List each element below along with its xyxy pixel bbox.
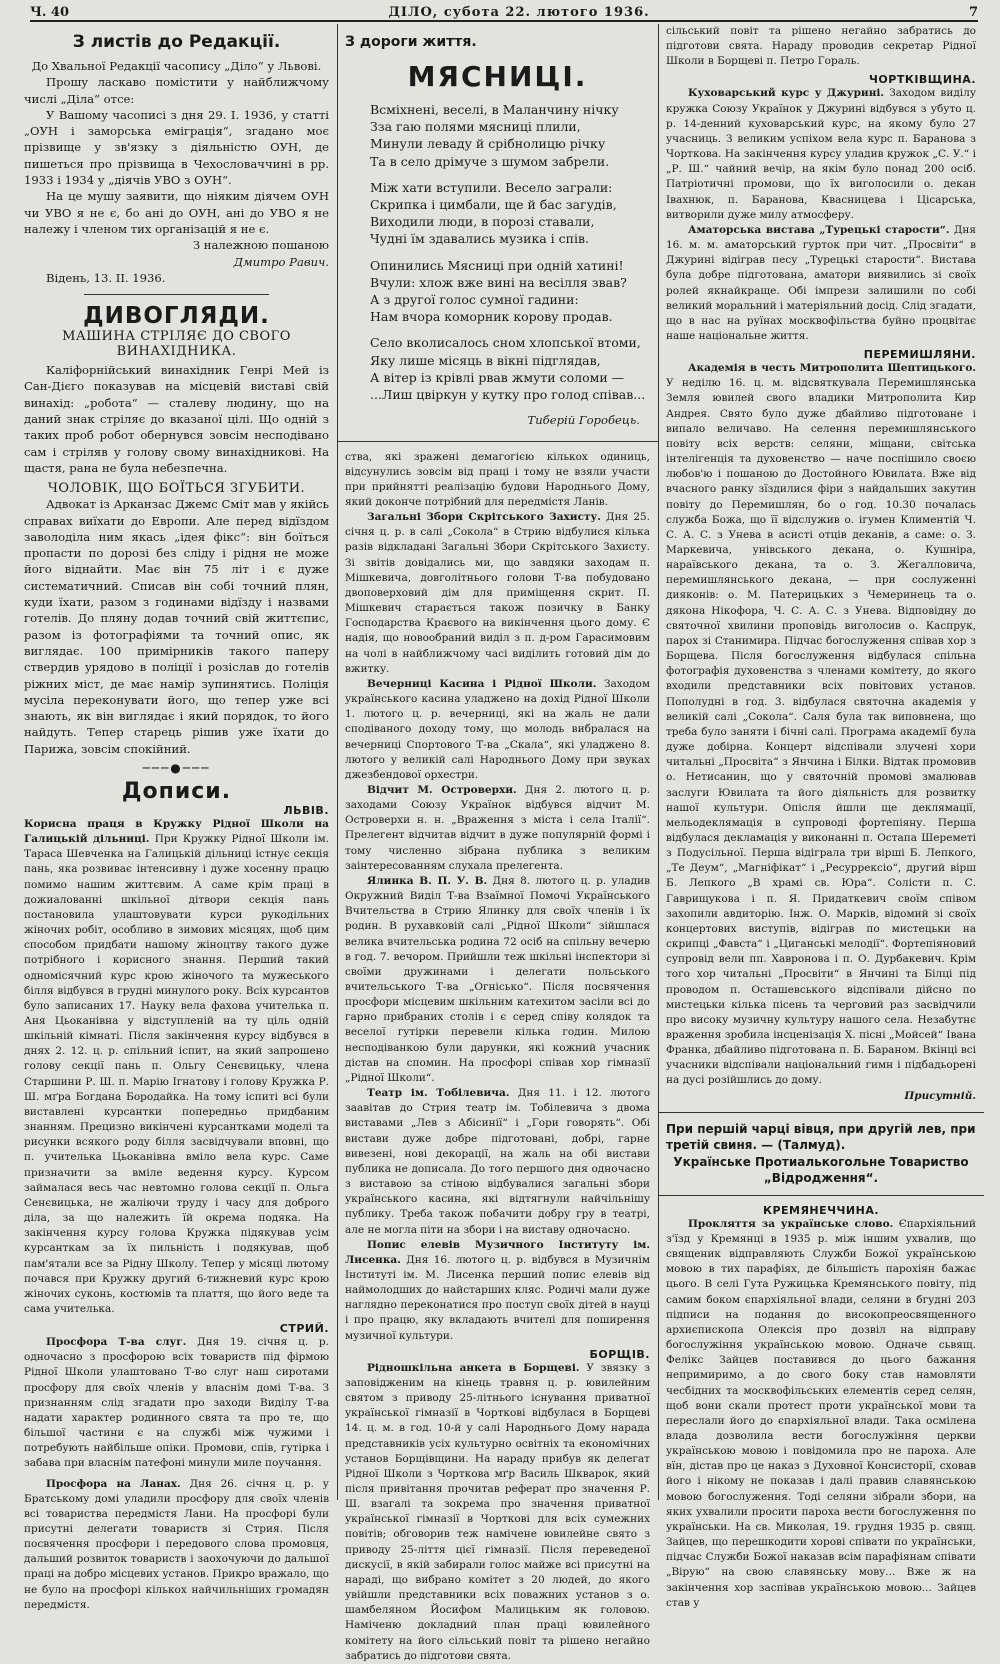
borshchiv-tag: БОРЩІВ. xyxy=(589,1347,650,1361)
column-divider-1 xyxy=(337,24,338,1500)
poem-line: А з другої голос сумної гадини: xyxy=(370,292,579,308)
lviv-text: При Кружку Рідної Школи ім. Тараса Шевченка на Галицькій дільниці істнує секція пань, яка розвиває інтенсивну і дуже хосенну працю помимо нашим життєвим. А саме крім праці в дожиалованні шкільної дітвори секція пань постановила улаштовувати курси рукодільних жіночих робіт, особливо в зимових місяцях, щоб цим способом придбати нашому жіноцтву такого дуже потрібного і корисного знання. Перший такий одномісячний курс крою жіночого та мужеського білля відбувся в грудні минулого року. Всіх курсантов було записаних 17. Науку вела фахова учителька п. Аня Цьоканівна у відступленій на ту ціль одній шкільній кімнаті. Після закінчення курсу відбувся в днях 2. 12. ц. р. спільний іспит, на який запрошено голову секції пань п. Ольгу Сенєвицьку, члена Старшини Р. Ш. п. Марію Ігнатову і голову Кружка Р. Ш. мґра Богдана Бородайка. На тому іспиті всі були виставлені курсантки попередньо придбаним знанням. Прецизно викінчені курсантками моделі та рисунки всякого роду білля засвідчували вповні, що п. учителька Цьоканівна вміло вела курс. Саме призначити за вміле ведення курсу. Курсом займалася весь час невтомно голова секції п. Ольга Сенєвицька, не жаліючи труду і часу для доброго діла, за що належить їй окрема подяка. На закінчення курсу голова Кружка підякував усім курсанткам за їх пильність і подякував, щоб пам'ятали все за Рідну Школу. Тепер у місяці лютому почався при Кружку другий 6-тижневий курс крою жіночих суконь, костюмів та плаття, що його веде та сама учителька. xyxy=(24,833,329,1315)
oddities-subtitle-1: МАШИНА СТРІЛЯЄ ДО СВОГО ВИНАХІДНИКА. xyxy=(62,329,291,360)
poem-line: А вітер із крівлі рвав жмути соломи — xyxy=(370,369,625,385)
column-1 xyxy=(24,24,329,1611)
evening-lead: Вечерниці Касина і Рідної Школи. xyxy=(367,677,597,690)
poem-line: Вчули: хлож вже вині на весілля звав? xyxy=(370,274,627,290)
reports-title: Дописи. xyxy=(121,778,232,804)
music-text: Дня 16. лютого ц. р. відбувся в Музичнім Інституті ім. М. Лисенка перший попис елевів від наймолодших до найстарших кляс. Родичі мали дуже наглядно переконатися про поступ своїх дітей в науці і про працю, яку вкладають вчителі для поширення музичної культури. xyxy=(345,1253,650,1342)
letters-body: У Вашому часописі з дня 29. І. 1936, у статті „ОУН і заморська еміграція“, згадано моє прізвище у зв'язку з діяльністю ОУН, де пишеться про прізвища в Чехословаччині в рр. 1933 і 1934 у „діячів УВО з ОУН“. xyxy=(24,107,329,188)
poem-line: Минули леваду й срібнолицю річку xyxy=(370,136,606,152)
lany-continuation: ства, які зражені демагогією кількох одиниць, відсунулись зовсім від праці і тому не взяли участи при прийнятті реалізацію будови Народнього Дому, який доконче потрібний для передмістя Ланів. xyxy=(345,450,650,509)
lecture-text: Дня 2. лютого ц. р. заходами Союзу Українок відбувся відчит М. Островерхи н. н. „Враження з міста і села Італії“. Прелегент відчитав відчит в дуже популярній формі і тому численно зібрана публика з великим заінтересованням слухала прелегента. xyxy=(345,783,650,872)
cook-lead: Куховарський курс у Джурині. xyxy=(688,87,885,100)
letters-statement: На це мушу заявити, що ніяким діячем ОУН чи УВО я не є, бо ані до ОУН, ані до УВО я не належу і членом тих організацій я не є. xyxy=(24,189,329,236)
poem-line: ...Лиш цвіркун у кутку про голод співав... xyxy=(370,387,646,403)
column-3 xyxy=(666,24,976,1609)
page-number: 7 xyxy=(968,4,978,20)
talmud-rule-top xyxy=(658,1112,984,1113)
academy-signature: Присутній. xyxy=(904,1089,976,1102)
oddities-title: ДИВОГЛЯДИ. xyxy=(83,303,270,330)
stryi-text: Дня 19. січня ц. р. одночасно з просфорою всіх товариств під фірмою Рідної Школи улаштовано Т-во слуг наш сиротами просфору для своїх членів у власнім домі Т-ва. З признанням слід згадати про заходи Виділу Т-ва надати характер родинного свята та про те, що більшої частини є на службі між чужими і потребують найбільше опіки. Промови, спів, гутірка і забава при власнім патефоні минули миле поучання. xyxy=(24,1336,329,1470)
lviv-lead: Корисна праця в Кружку Рідної Школи на Галицькій дільниці. xyxy=(24,817,329,846)
poem xyxy=(345,101,650,403)
play-lead: Аматорська вистава „Турецькі старости“. xyxy=(688,223,950,236)
poem-stanza-3 xyxy=(370,257,650,326)
academy-text: У неділю 16. ц. м. відсвяткувала Перемишлянська Земля ювилей свого владики Митрополита Кир Андрея. Свято було дуже дбайливо підготоване і випало величаво. На селення перемишлянського повіту всіх верств: селяни, міщани, світська інтелігенція та духовенство — наче поспішило своєю любов'ю і пошаною до Достойного Ювилата. Вже від вчасного ранку зїздилися фіри з найдальших закутин повіту до Перемишлян, бо о год. 10.30 почалась служба Божа, що її відслужив о. ігумен Климентій Ч. С. А. С. з Унева в асисті отців деканів, а саме: о. З. Маркевича, унівського декана, о. Кушніра, нараївського декана, та о. З. Жегалловича, перемишлянського декана, — при сослуженні дияконів: о. М. Патерицьких з Чемеринець та о. дякона Нікофора, Ч. С. А. С. з Унева. Відповідну до святочної хвилини проповідь виголосив о. Каспрук, парох зі Станимира. Підчас богослуження співав хор з Борщева. Після богослуження відбулася спільна фотографія духовенства з членами комітету, до якого входили представники всіх повітових установ. Пополудні в год. 3. відбулася святочна академія у великій салі „Сокола“. Саля була так виповнена, що треба було заняти і бічні салі. Програма академії була дуже добірна. Концерт відспівали злучені хори читальні „Просвіта“ з Янчина і Білки. Відтак промовив о. Нетисанин, що у святочній промові змалював заслуги Ювилата та його діяльність для розвитку нашої культури. Опісля йшли ще деклямації, мельодеклямація в супроводі фортепіяну. Перша відбулася декламація у виконанні п. Остапа Шереметі з Подусільної. Перша відіграла три вірші Б. Лепкого, „Те Деум“, „Магніфікат“ і „Ресуррексіо“, другий вірш Б. Лепкого „В храмі св. Юра“. Солісти п. С. Гаврищукова і п. Я. Придаткевич своїм співом захопили авдиторію. Інж. О. Марків, відомий зі своїх концертових виступів, відіграв по мистецьки на скрипці „Фавста“ і „Циганські мелодії“. Фортепіяновий супровід вели пп. Хавронова і п. О. Дурбакевич. Крім того хор читальні „Просвіти“ в Янчині та Білці під проводом п. Осташевського відспівали дійсно по мистецьки кілька пісень та черговий раз засвідчили про високу музичну культуру нашого села. Незабутнє враження зробила інсценізація Х. пісні „Мойсей“ Івана Франка, дбайливо підготована п. Б. Бараном. Вкінці всі учасники відспівали національний гимн і підбадьорені на дусі розійшлись до дому. xyxy=(666,377,976,1087)
curse-lead: Прокляття за українське слово. xyxy=(688,1217,894,1230)
borshchiv-lead: Рідношкільна анкета в Борщеві. xyxy=(367,1361,580,1374)
poem-stanza-1 xyxy=(370,101,650,170)
peremyshl-tag: ПЕРЕМИШЛЯНИ. xyxy=(863,348,976,362)
poem-line: Скрипка і цимбали, ще й бас загудів, xyxy=(370,197,617,213)
shelter-text: Дня 25. січня ц. р. в салі „Сокола“ в Стрию відбулися кілька разів відкладані Загальні Збори Скрітського Захисту. Зі звітів довідались ми, що завдяки заходам п. Мішкевича, довголітнього голови Т-ва побудовано двоповерховий дім для приміщення скрит. П. Мішкевич старається також позичку в Банку Господарства Краєвого на викінчення цього дому. Є надія, що новообраний виділ з п. д-ром Гарасимовим на чолі в найближчому часі виділить готовий дім до вжитку. xyxy=(345,511,651,675)
chortkiv-tag: ЧОРТКІВЩИНА. xyxy=(869,73,976,87)
poem-stanza-2 xyxy=(370,179,650,248)
column-divider-2 xyxy=(658,24,659,1500)
life-road-heading: З дороги життя. xyxy=(345,34,477,50)
talmud-rule-bottom xyxy=(658,1195,984,1196)
academy-lead: Академія в честь Митрополита Шептицького. xyxy=(688,362,976,375)
poem-line: Село вколисалось сном хлопської втоми, xyxy=(370,335,641,351)
letters-title: З листів до Редакції. xyxy=(72,32,281,52)
poem-line: Між хати вступили. Весело заграли: xyxy=(370,179,613,195)
poem-line: Чудні їм здавались музика і спів. xyxy=(370,231,589,247)
poem-line: Всміхнені, веселі, в Маланчину нічку xyxy=(370,102,619,117)
music-lead: Попис елевів Музичного Інституту ім. Лисенка. xyxy=(345,1238,650,1266)
yalynka-lead: Ялинка В. П. У. В. xyxy=(367,874,488,887)
poem-rule xyxy=(337,441,658,442)
society-name: Українське Протиалькогольне Товариство „Відродження“. xyxy=(673,1154,969,1186)
cook-text: Заходом виділу кружка Союзу Українок у Джурині відбувся з убуто ц. р. 14-денний куховарський курс, на якому було 27 учасниць. З великим успіхом вела курс п. Баранова з Чорткова. На закінчення курсу уладив кружок „С. У.“ і „Р. Ш.“ чайний вечір, на якім було понад 200 осіб. Патріотичні промови, що їх виголосили о. декан Івахнюк, п. Баранова, Квасницева і Цісарська, витворили дуже милу атмосферу. xyxy=(666,87,976,221)
masthead-date: ДІЛО, субота 22. лютого 1936. xyxy=(388,4,650,20)
theatre-lead: Театр ім. Тобілевича. xyxy=(367,1087,510,1100)
shelter-lead: Загальні Збори Скрітського Захисту. xyxy=(367,511,601,524)
poem-line: Опинились Мясниці при одній хатині! xyxy=(370,257,624,273)
poem-line: Яку лише місяць в вікні підглядав, xyxy=(370,352,601,368)
lany-lead: Просфора на Ланах. xyxy=(46,1477,181,1490)
theatre-text: Дня 11. і 12. лютого заавітав до Стрия театр ім. Тобілевича з двома виставами „Лев з Абісинії“ і „Гори говорять“. Обі вистави дуже добре підготовані, добрі, гарне вивезені, нові декорації, на жаль на обі вистави публика не дописала. До того першого дня одночасно з виставою за стіною відбувалися загальні збори українського касина, які відтягнули найчільнішу публику. Треба також побачити добру гру в театрі, але не могла піти на збори і на виставу одночасно. xyxy=(345,1087,651,1236)
poem-author: Тиберій Горобець. xyxy=(527,413,640,428)
lany-text: Дня 26. січня ц. р. у Братському домі уладили просфору для своїх членів всі товариства передмістя Лани. На просфорі були присутні делегати товариств зі Стрия. Після посвячення просфори і передового слова промовця, дальший розвиток товариств і заохочуючи до дальшої праці на добро місцевих установ. Прикро вражало, що не було на просфорі кількох найчильніших громадян передмістя. xyxy=(24,1477,329,1611)
issue-number: Ч. 40 xyxy=(30,4,70,20)
borshchiv-continuation: сільський повіт та рішено негайно забратись до підготови свята. Нараду проводив секретар Рідної Школи в Борщеві п. Петро Гораль. xyxy=(666,25,976,68)
stryi-lead: Просфора Т-ва слуг. xyxy=(46,1336,187,1349)
oddities-story-1: Каліфорнійський винахідник Генрі Мей із Сан-Дієго показував на місцевій виставі свій винахід: „робота“ — сталеву людину, що на даний знак стріляє до вказаної цілі. Що одній з таких проб робот обернувся зовсім несподівано сам і стріляв у голову свому винахідникові. На щастя, рана не була небезпечна. xyxy=(24,363,329,475)
poem-line: Та в село дрімуче з шумом забрели. xyxy=(370,153,610,169)
play-text: Дня 16. м. м. аматорський гурток при чит. „Просвіти“ в Джурині відіграв песу „Турецькі старости“. Вистава була добре підготована, аматори виявились зі своїх ролей якнайкраще. Обі імпрези залишили по собі великий моральний і матеріяльний досід. Слід згадати, що в нас на руїнах москвофільства буйно процвітає наше національне життя. xyxy=(666,223,976,342)
poem-line: Виходили люди, в порозі ставали, xyxy=(370,214,595,230)
page-header xyxy=(30,2,978,22)
letters-place-date: Відень, 13. ІІ. 1936. xyxy=(46,270,166,285)
oddities-story-2: Адвокат із Арканзас Джемс Сміт мав у якійсь справах виїхати до Европи. Але перед відїздом заволоділа ним якась „ідея фікс“: він боїться пропасти по дорозі без сліду і рідня не може його віднайти. Має він 75 літ і є дуже систематичний. Списав він собі точний плян, куди їхати, разом з годинами відїзду і назвами готелів. До пляну додав точний свій життєпис, разом із фотографіями та точний опис, як виглядає. 100 примірників такого паперу ствердив урядово в поліції і розіслав до готелів ріжних міст, де має намір зупинятись. Поліція мусіла переконувати його, що тепер уже всі знають, як він виглядає і який порядок, то його найдуть. Тепер старець рішив уже їхати до Парижа, зовсім спокійний. xyxy=(24,497,329,756)
poem-line: Нам вчора коморник корову продав. xyxy=(370,309,613,325)
letters-address: До Хвальної Редакції часопису „Діло“ у Львові. xyxy=(31,59,322,73)
stryi-tag: СТРИЙ. xyxy=(279,1322,329,1336)
column-2 xyxy=(345,24,651,1662)
lecture-lead: Відчит М. Островерхи. xyxy=(367,783,517,796)
kremenets-tag: КРЕМЯНЕЧЧИНА. xyxy=(762,1203,880,1217)
lviv-tag: ЛЬВІВ. xyxy=(283,803,329,817)
ornament-divider: ───●─── xyxy=(142,760,211,775)
talmud-quote: При першій чарці вівця, при другій лев, при третій свиня. — (Талмуд). xyxy=(666,1121,976,1153)
curse-text: Єпархіяльний з'їзд у Кремянці в 1935 р. між іншим ухвалив, що священик відправляють Служби Божої українською мовою в тих парафіях, де більшість парохіян бажає цього. В селі Гута Ружицька Кремянського повіту, під самим боком єпархіяльної влади, селяни в бгудні 203 підписи на подання до високопреосвященного архиєпископа Олексія про дозвіл на відправу богослужіння українською мовою. Одначе сьвящ. Фелікс Зайцев поставився до цього бажання непримиримо, а до свого боку став намовляти чесбідних та москвофільських елементів серед селян, щоб вони скали протест проти української мови та переслали його до єпархіяльної влади. Така осмілена влада дозволила вести богослужіння церкви українською мовою і повідомила про не пароха. Але вїн, дістав про це наказ з Духовної Консисторії, сховав його і нікому не показав і далі правив славянською мовою богослуження. Тоді селяни зібрали збори, на яких ухвалили просити пароха вести богослуження по українськи. На св. Миколая, 19. грудня 1935 р. свящ. Зайцев, що перешкодити хорові співати по українськи, підчас Служби Божої наказав всім парафіянам співати „Вірую“ на свою славянську мову... Вже ж на закінчення хор заспівав українською мовою... Зайцев став у xyxy=(666,1217,976,1609)
evening-text: Заходом українського касина уладжено на дохід Рідної Школи 1. лютого ц. р. вечерниці, які на жаль не дали сподіваного доходу тому, що молодь вибралася на вечерниці Спортового Т-ва „Скала“, які уладжено 8. лютого у великій салі Народнього Дому при звуках джезбендової орхестри. xyxy=(345,677,650,781)
yalynka-text: Дня 8. лютого ц. р. уладив Окружний Виділ Т-ва Взаїмної Помочі Українського Вчительства в Стрию Ялинку для своїх членів і їх родин. В рухавковій салі „Рідної Школи“ зійшлася велика вчительська родина 72 осіб на спільну вечерю в год. 7. вечором. Прийшли теж шкільні інспектори зі своїми дружинами і делегати польського вчительського Т-ва „Огнісько“. Після посвячення просфори місцевим шкільним катехитом засіли всі до гарно прибраних столів і є серед співу колядок та веселої гутірки перевели кілька годин. Милою несподіванкою були дарунки, які кожний учасник дістав на спомин. На просфорі співав хор гімназії „Рідної Школи“. xyxy=(345,874,651,1084)
letters-signature: Дмитро Равич. xyxy=(233,254,329,269)
header-rule xyxy=(30,20,978,22)
letters-request: Прошу ласкаво помістити у найближчому числі „Діла“ отсе: xyxy=(24,75,329,106)
poem-title: МЯСНИЦІ. xyxy=(407,60,588,93)
poem-stanza-4 xyxy=(370,334,650,403)
letters-regards: З належною пошаною xyxy=(192,238,329,253)
borshchiv-text: У звязку з заповідженим на кінець травня ц. р. ювилейним святом з приводу 25-літнього існування приватної української гімназії в Чорткові відбулася в Борщеві 14. ц. м. в год. 10-й у салі Народнього Дому нарада представників усіх культурно освітніх та економічних установ Борщівщини. На нараду прибув як делегат Рідної Школи з Чорткова мґр Василь Шкварок, який після привітання прочитав реферат про значення Р. Ш. взагалі та зокрема про значення приватної української гімназії в Чорткові для всіх сумежних повітів; обговорив теж намічене ювилейне свято з приводу 25-ліття цієї гімназії. Після переведеної дискусії, в якій забирали голос майже всі присутні на нараді, що вибрано комітет з 20 людей, до якого увійшли представники всіх поважних установ з о. шамбеляном Йосифом Малицьким як головою. Наміченю докладний план праці ювилейного комітету на його сільський повіт та рішено негайно забратись до підготови свята. xyxy=(345,1361,650,1662)
oddities-subtitle-2: ЧОЛОВІК, ЩО БОЇТЬСЯ ЗГУБИТИ. xyxy=(47,481,306,497)
section-rule xyxy=(84,294,269,295)
poem-line: Зза гаю полями мясниці плили, xyxy=(370,119,581,135)
